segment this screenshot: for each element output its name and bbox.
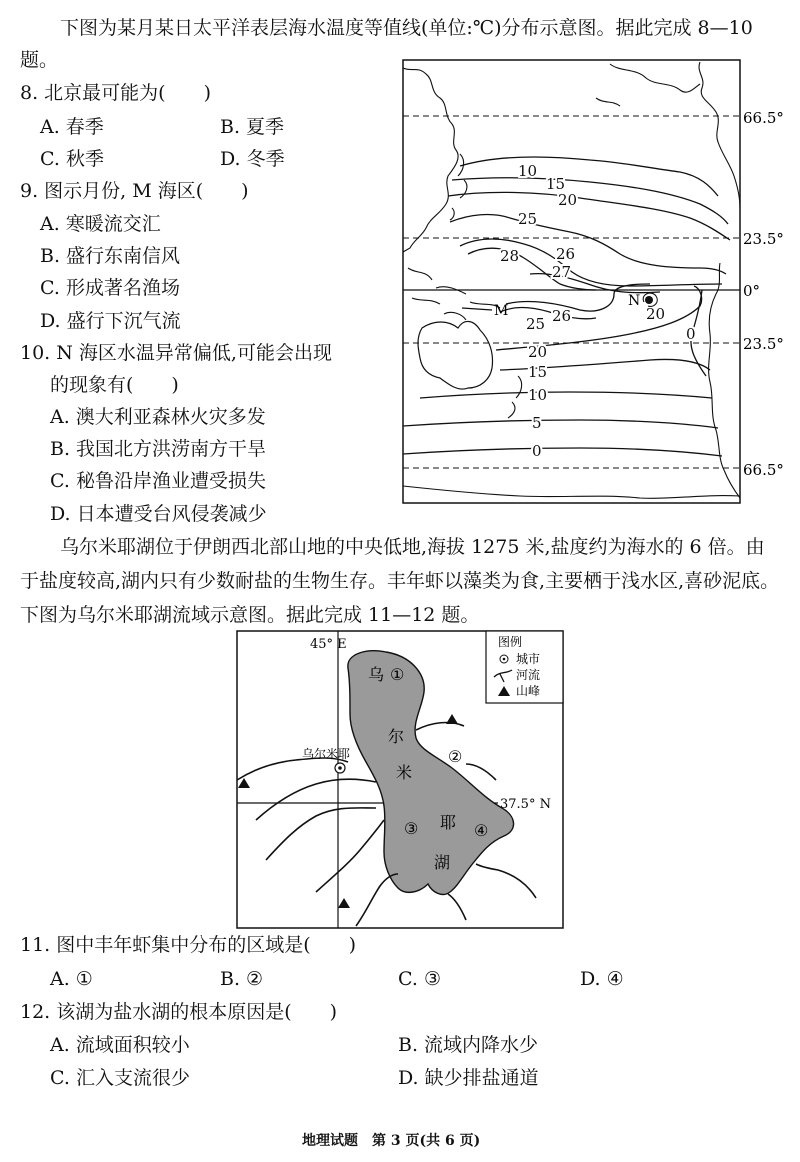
isotherm-label-20-n: 20 xyxy=(558,191,578,209)
isotherm-label-20-s: 20 xyxy=(528,343,548,361)
lake-char-4: 耶 xyxy=(440,813,457,832)
isotherm-label-25-s: 25 xyxy=(526,315,546,333)
q10-option-a[interactable]: A. 澳大利亚森林火灾多发 xyxy=(50,406,266,428)
q9-option-d[interactable]: D. 盛行下沉气流 xyxy=(40,310,181,332)
city-marker-dot xyxy=(338,766,342,770)
q9-option-b[interactable]: B. 盛行东南信风 xyxy=(40,245,181,267)
isotherm-label-28: 28 xyxy=(500,247,520,265)
q11-stem: 11. 图中丰年虾集中分布的区域是( ) xyxy=(20,934,357,956)
q12-option-a[interactable]: A. 流域面积较小 xyxy=(50,1034,190,1056)
lon-label-45e: 45° E xyxy=(310,637,347,652)
isotherm-label-0-local: 0 xyxy=(686,325,696,343)
q12-option-d[interactable]: D. 缺少排盐通道 xyxy=(398,1067,539,1089)
city-name-label: 乌尔米耶 xyxy=(302,747,351,761)
lake-char-5: 湖 xyxy=(434,853,451,872)
point-n-marker xyxy=(645,296,653,304)
q12-option-c[interactable]: C. 汇入支流很少 xyxy=(50,1067,190,1089)
lake-char-3: 米 xyxy=(396,763,413,782)
region-marker-2: ② xyxy=(448,747,463,766)
q12-stem: 12. 该湖为盐水湖的根本原因是( ) xyxy=(20,1001,338,1023)
q10-option-b[interactable]: B. 我国北方洪涝南方干旱 xyxy=(50,438,267,460)
q8-option-d[interactable]: D. 冬季 xyxy=(220,148,285,170)
q10-stem-line2: 的现象有( ) xyxy=(50,374,179,396)
q11-option-b[interactable]: B. ② xyxy=(220,968,264,990)
lat-label-0: 0° xyxy=(743,282,761,300)
page-footer: 地理试题 第 3 页(共 6 页) xyxy=(302,1133,481,1149)
region-marker-1: ① xyxy=(390,665,405,684)
isotherm-label-26-s: 26 xyxy=(552,307,572,325)
section2-intro: 乌尔米耶湖位于伊朗西北部山地的中央低地,海拔 1275 米,盐度约为海水的 6 倍。由于盐度较高,湖内只有少数耐盐的生物生存。丰年虾以藻类为食,主要栖于浅水区,喜砂泥底。下图为乌尔米耶湖流域示意图。据此完成 11—12 题。 xyxy=(20,536,780,626)
region-marker-3: ③ xyxy=(404,819,419,838)
isotherm-label-15-n: 15 xyxy=(546,175,566,193)
isotherm-label-26-n: 26 xyxy=(556,245,576,263)
q11-option-d[interactable]: D. ④ xyxy=(580,968,624,990)
legend-peak-label: 山峰 xyxy=(516,684,541,698)
isotherm-label-5-s: 5 xyxy=(532,414,542,432)
q9-stem: 9. 图示月份, M 海区( ) xyxy=(20,180,249,202)
lat-label-66-5s: 66.5° xyxy=(743,461,784,479)
lake-urmia-map xyxy=(236,630,564,930)
q8-option-a[interactable]: A. 春季 xyxy=(40,116,104,138)
isotherm-label-10-n: 10 xyxy=(518,162,538,180)
isotherm-label-15-s: 15 xyxy=(528,363,548,381)
q9-option-c[interactable]: C. 形成著名渔场 xyxy=(40,277,180,299)
lat-label-37-5n: 37.5° N xyxy=(500,797,551,812)
legend-river-label: 河流 xyxy=(516,668,541,682)
pacific-isotherm-map xyxy=(400,58,800,508)
isotherm-label-27: 27 xyxy=(552,263,572,281)
lake-char-1: 乌 xyxy=(368,665,385,684)
isotherm-label-10-s: 10 xyxy=(528,386,548,404)
q10-option-d[interactable]: D. 日本遭受台风侵袭减少 xyxy=(50,503,267,525)
q8-option-b[interactable]: B. 夏季 xyxy=(220,116,285,138)
isotherm-label-20-local: 20 xyxy=(646,305,666,323)
q8-stem: 8. 北京最可能为( ) xyxy=(20,82,211,104)
legend-city-label: 城市 xyxy=(516,652,541,666)
legend-title: 图例 xyxy=(498,635,523,649)
q11-option-c[interactable]: C. ③ xyxy=(398,968,441,990)
lat-label-23-5n: 23.5° xyxy=(743,230,784,248)
q10-stem-line1: 10. N 海区水温异常偏低,可能会出现 xyxy=(20,342,332,364)
q8-option-c[interactable]: C. 秋季 xyxy=(40,148,104,170)
isotherm-label-0-s: 0 xyxy=(532,442,542,460)
section1-intro: 下图为某月某日太平洋表层海水温度等值线(单位:℃)分布示意图。据此完成 8—10 题。 xyxy=(20,17,753,71)
region-marker-4: ④ xyxy=(474,821,489,840)
point-m-label: M xyxy=(494,303,509,319)
lake-char-2: 尔 xyxy=(388,727,405,746)
q10-option-c[interactable]: C. 秘鲁沿岸渔业遭受损失 xyxy=(50,470,266,492)
q11-option-a[interactable]: A. ① xyxy=(50,968,93,990)
isotherm-label-25-n: 25 xyxy=(518,210,538,228)
point-n-label: N xyxy=(628,293,641,309)
lat-label-23-5s: 23.5° xyxy=(743,335,784,353)
q12-option-b[interactable]: B. 流域内降水少 xyxy=(398,1034,539,1056)
q9-option-a[interactable]: A. 寒暖流交汇 xyxy=(40,213,161,235)
lat-label-66-5n: 66.5° xyxy=(743,109,784,127)
